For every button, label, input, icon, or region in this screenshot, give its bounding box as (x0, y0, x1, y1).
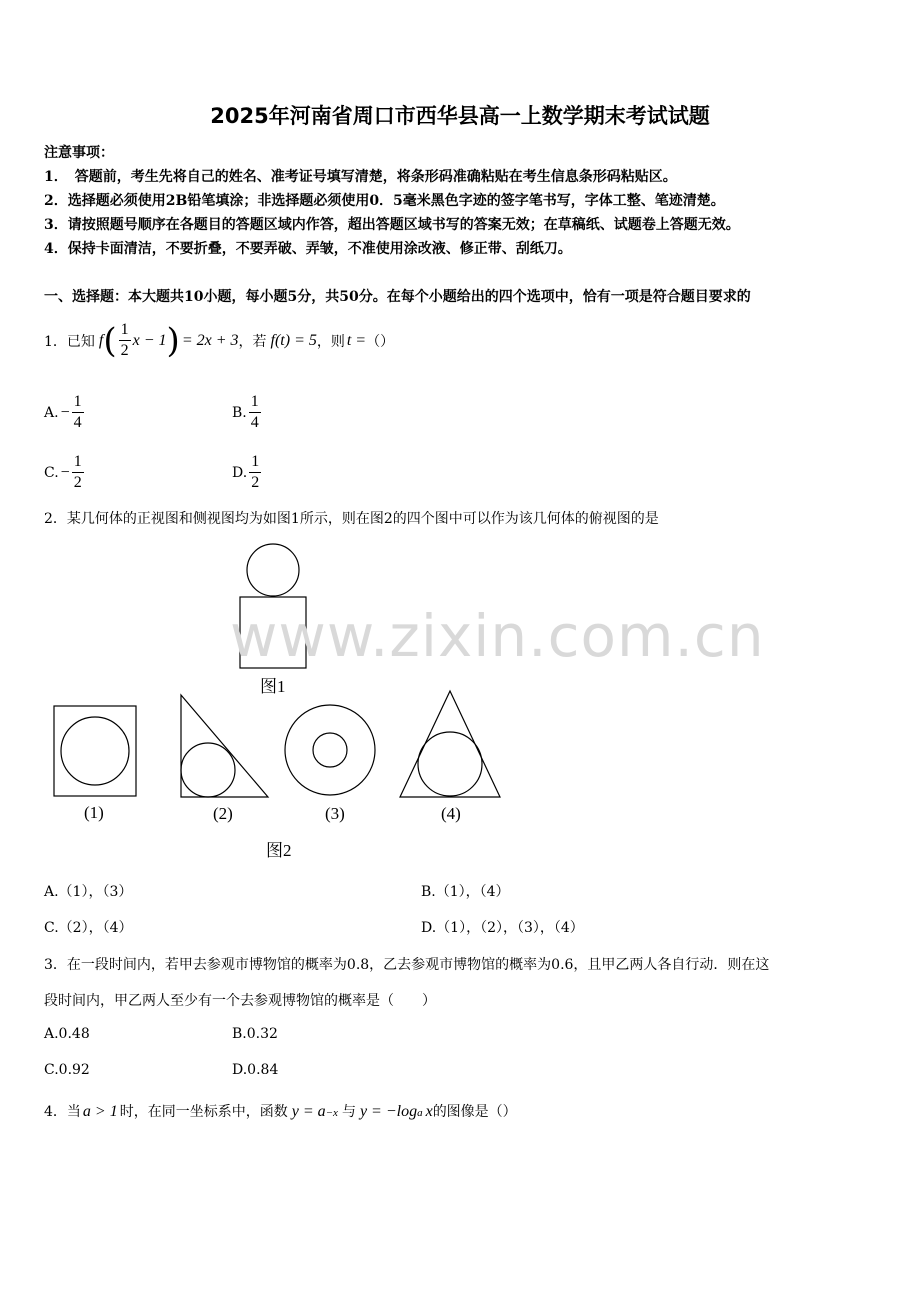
q1-rhs: = 2x + 3 (181, 331, 239, 349)
question-4 (44, 1101, 517, 1121)
q2-option-d[interactable]: D.（1），（2），（3），（4） (421, 920, 584, 936)
q1-option-a-num: 1 (72, 392, 84, 413)
q2-option-b[interactable]: B.（1），（4） (421, 884, 510, 900)
question-3-line-2: 段时间内，甲乙两人至少有一个去参观博物馆的概率是（ ） (44, 993, 436, 1009)
notice-item-3: 3．请按照题号顺序在各题目的答题区域内作答，超出答题区域书写的答案无效；在草稿纸、试题卷上答题无效。 (44, 217, 740, 233)
q4-function-2-var: x (425, 1103, 433, 1120)
q3-option-c[interactable]: C.0.92 (44, 1062, 90, 1078)
q1-option-c-den: 2 (73, 474, 82, 491)
q1-frac-num: 1 (119, 320, 131, 341)
fig2-4-circle (418, 732, 482, 796)
q3-option-a[interactable]: A.0.48 (44, 1026, 90, 1042)
q1-blank: （） (366, 333, 395, 350)
q1-cond-prefix: ，若 (238, 333, 267, 350)
fig2-1-circle (61, 717, 129, 785)
q2-option-c[interactable]: C.（2），（4） (44, 920, 133, 936)
q1-function-name: f (98, 331, 104, 349)
q2-option-a[interactable]: A.（1），（3） (44, 884, 133, 900)
q1-prefix: 1．已知 (44, 333, 95, 350)
fig2-label-1: (1) (84, 803, 104, 822)
notice-item-4: 4．保持卡面清洁，不要折叠，不要弄破、弄皱，不准使用涂改液、修正带、刮纸刀。 (44, 241, 572, 257)
q1-option-d-letter: D. (232, 464, 248, 481)
q1-condition: f(t) = 5 (270, 331, 317, 349)
q4-prefix: 4．当 (44, 1104, 81, 1120)
q4-mid-1: 时，在同一坐标系中，函数 (119, 1104, 288, 1120)
fig2-label: 图2 (266, 841, 292, 860)
fig2-2-circle (181, 743, 235, 797)
q1-option-b-letter: B. (232, 404, 247, 421)
page-title: 2025年河南省周口市西华县高一上数学期末考试试题 (210, 104, 710, 128)
q1-frac-den: 2 (120, 342, 129, 359)
q1-option-d-den: 2 (251, 474, 260, 491)
q4-mid-2: 与 (341, 1104, 356, 1120)
notice-item-2: 2．选择题必须使用2B铅笔填涂；非选择题必须使用0．5毫米黑色字迹的签字笔书写，字体工整、笔迹清楚。 (44, 193, 725, 209)
q1-option-c-sign: − (60, 463, 70, 481)
fig2-4-triangle (400, 691, 500, 797)
q3-option-d[interactable]: D.0.84 (232, 1062, 279, 1078)
question-2: 2．某几何体的正视图和侧视图均为如图1所示，则在图2的四个图中可以作为该几何体的俯视图的是 (44, 511, 659, 527)
fig2-label-3: (3) (325, 804, 345, 823)
q1-option-d-num: 1 (249, 452, 261, 473)
q1-left-paren: ( (103, 320, 117, 361)
q1-right-paren: ) (166, 320, 180, 361)
q1-option-c-num: 1 (72, 452, 84, 473)
q4-function-2: y = −log (359, 1103, 418, 1120)
q4-function-1: y = a (291, 1103, 326, 1120)
fig1-label: 图1 (260, 677, 286, 696)
section-heading: 一、选择题：本大题共10小题，每小题5分，共50分。在每个小题给出的四个选项中，恰有一项是符合题目要求的 (44, 289, 751, 305)
q1-option-b-num: 1 (249, 392, 261, 413)
watermark: www.zixin.com.cn (230, 602, 765, 670)
q4-function-1-exponent: −x (325, 1107, 338, 1119)
fig1-circle (247, 544, 299, 596)
fig2-3-outer-circle (285, 705, 375, 795)
q4-suffix: 的图像是（） (432, 1104, 517, 1120)
q4-function-2-base: a (417, 1107, 423, 1119)
question-3-line-1: 3．在一段时间内，若甲去参观市博物馆的概率为0.8，乙去参观市博物馆的概率为0.6，且甲乙两人各自行动．则在这 (44, 957, 770, 973)
q1-option-c-letter: C. (44, 464, 59, 481)
q1-ask: t = (346, 331, 367, 349)
q3-option-b[interactable]: B.0.32 (232, 1026, 278, 1042)
notice-item-1: 1． 答题前，考生先将自己的姓名、准考证号填写清楚，将条形码准确粘贴在考生信息条形码粘贴区。 (44, 169, 677, 185)
q1-option-a-sign: − (60, 403, 70, 421)
fig2-label-2: (2) (213, 804, 233, 823)
notice-heading: 注意事项： (44, 145, 114, 161)
q1-option-a-den: 4 (73, 414, 82, 431)
q1-option-a-letter: A. (44, 404, 59, 421)
q4-condition: a > 1 (82, 1103, 118, 1120)
q1-option-b-den: 4 (250, 414, 259, 431)
fig2-3-inner-circle (313, 733, 347, 767)
fig2-1-square (54, 706, 136, 796)
q1-ask-prefix: ，则 (316, 333, 345, 350)
fig2-2-triangle (181, 695, 268, 797)
fig2-label-4: (4) (441, 804, 461, 823)
q1-inner-rest: x − 1 (132, 331, 167, 349)
